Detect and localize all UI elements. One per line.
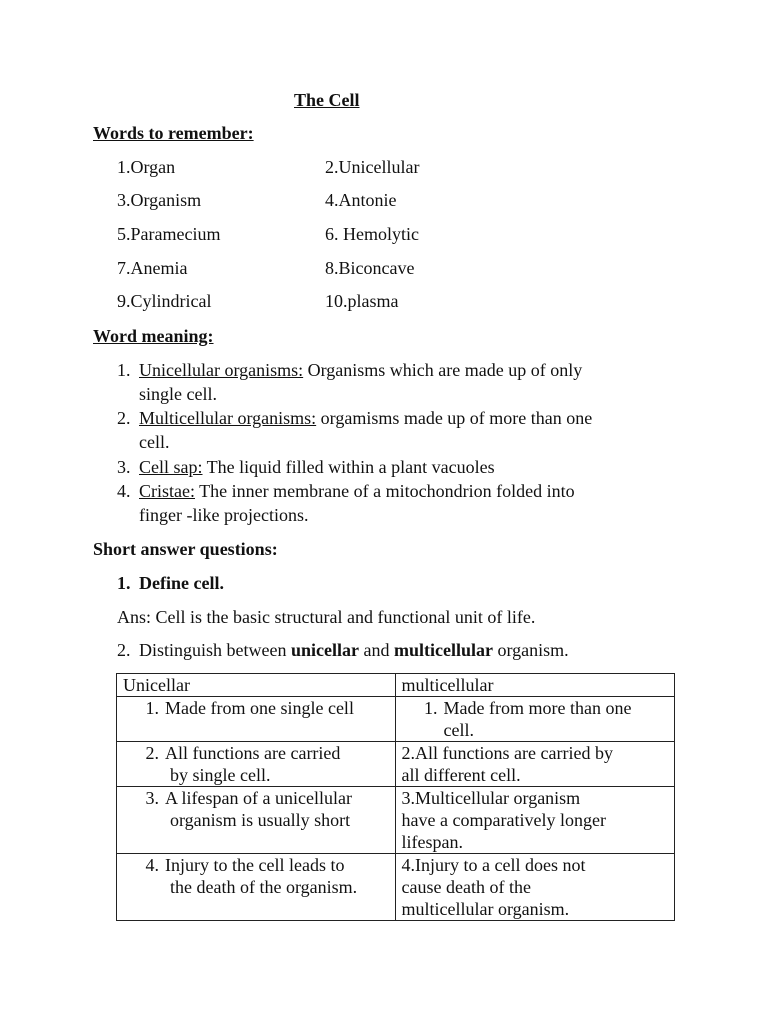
cell-text: lifespan.: [401, 832, 464, 852]
header-label: Unicellar: [123, 675, 190, 695]
cell-text: by single cell.: [170, 765, 271, 785]
term: Cell sap:: [139, 457, 203, 477]
cell-text: the death of the organism.: [170, 877, 358, 897]
table-cell: [395, 787, 674, 854]
question-text: Define cell.: [139, 573, 224, 593]
cell-text: all different cell.: [401, 765, 521, 785]
header-label: multicellular: [401, 675, 494, 695]
cell-number: 1.: [424, 698, 438, 718]
table-row: [117, 787, 675, 854]
word-item: 4.Antonie: [325, 190, 397, 210]
definition: The inner membrane of a mitochondrion folded into: [195, 481, 575, 501]
term: Cristae:: [139, 481, 195, 501]
table-row: [117, 854, 675, 921]
table-row: [117, 742, 675, 787]
cell-number: 1.: [145, 698, 159, 718]
table-cell: [395, 854, 674, 921]
list-item: [139, 406, 592, 430]
cell-text: multicellular organism.: [401, 899, 570, 919]
cell-text: Made from one single cell: [165, 698, 354, 718]
definition: Organisms which are made up of only: [303, 360, 583, 380]
question-number: 2.: [117, 640, 131, 660]
table-header-row: [117, 674, 675, 697]
table-cell: [117, 742, 396, 787]
term: Unicellular organisms:: [139, 360, 304, 380]
definition-continued: finger -like projections.: [139, 505, 309, 525]
cell-text: have a comparatively longer: [401, 810, 606, 830]
word-item: 9.Cylindrical: [117, 291, 212, 311]
meaning-heading: Word meaning:: [93, 326, 214, 346]
list-item: [139, 479, 575, 503]
word-item: 5.Paramecium: [117, 224, 221, 244]
cell-text: Injury to the cell leads to: [165, 855, 345, 875]
table-cell: [395, 697, 674, 742]
cell-text: All functions are carried: [165, 743, 341, 763]
word-item: 10.plasma: [325, 291, 399, 311]
cell-text: cell.: [443, 720, 475, 740]
words-heading: Words to remember:: [93, 123, 254, 143]
question-bold-term: unicellar: [290, 640, 359, 660]
page-title: The Cell: [294, 90, 360, 110]
word-item: 2.Unicellular: [325, 157, 420, 177]
list-item: [139, 455, 495, 479]
term: Multicellular organisms:: [139, 408, 317, 428]
question-part: Distinguish between: [139, 640, 291, 660]
cell-text: A lifespan of a unicellular: [165, 788, 352, 808]
word-item: 8.Biconcave: [325, 258, 415, 278]
cell-text: Made from more than one: [443, 698, 632, 718]
question-part: and: [358, 640, 394, 660]
list-number: 1.: [117, 360, 131, 380]
table-cell: [395, 742, 674, 787]
definition: The liquid filled within a plant vacuoles: [202, 457, 495, 477]
question-bold-term: multicellular: [393, 640, 493, 660]
word-item: 1.Organ: [117, 157, 176, 177]
definition-continued: cell.: [139, 432, 170, 452]
word-item: 7.Anemia: [117, 258, 188, 278]
definition-continued: single cell.: [139, 384, 217, 404]
table-header-cell: [395, 674, 674, 697]
table-cell: [117, 787, 396, 854]
list-number: 2.: [117, 408, 131, 428]
question-part: organism.: [492, 640, 569, 660]
table-cell: [117, 854, 396, 921]
cell-text: 2.All functions are carried by: [401, 743, 613, 763]
word-item: 3.Organism: [117, 190, 202, 210]
table-row: [117, 697, 675, 742]
list-item: [139, 358, 582, 382]
question-number: 1.: [117, 573, 131, 593]
cell-number: 2.: [145, 743, 159, 763]
answer-text: Ans: Cell is the basic structural and functional unit of life.: [117, 607, 536, 627]
cell-text: cause death of the: [401, 877, 531, 897]
definition: orgamisms made up of more than one: [316, 408, 593, 428]
comparison-table: [116, 673, 675, 921]
short-answer-heading: Short answer questions:: [93, 539, 278, 559]
cell-text: 3.Multicellular organism: [401, 788, 581, 808]
cell-number: 4.: [145, 855, 159, 875]
list-number: 3.: [117, 457, 131, 477]
cell-text: organism is usually short: [170, 810, 351, 830]
cell-number: 3.: [145, 788, 159, 808]
word-item: 6. Hemolytic: [325, 224, 419, 244]
table-header-cell: [117, 674, 396, 697]
question-text: [139, 639, 569, 661]
list-number: 4.: [117, 481, 131, 501]
table-cell: [117, 697, 396, 742]
cell-text: 4.Injury to a cell does not: [401, 855, 586, 875]
